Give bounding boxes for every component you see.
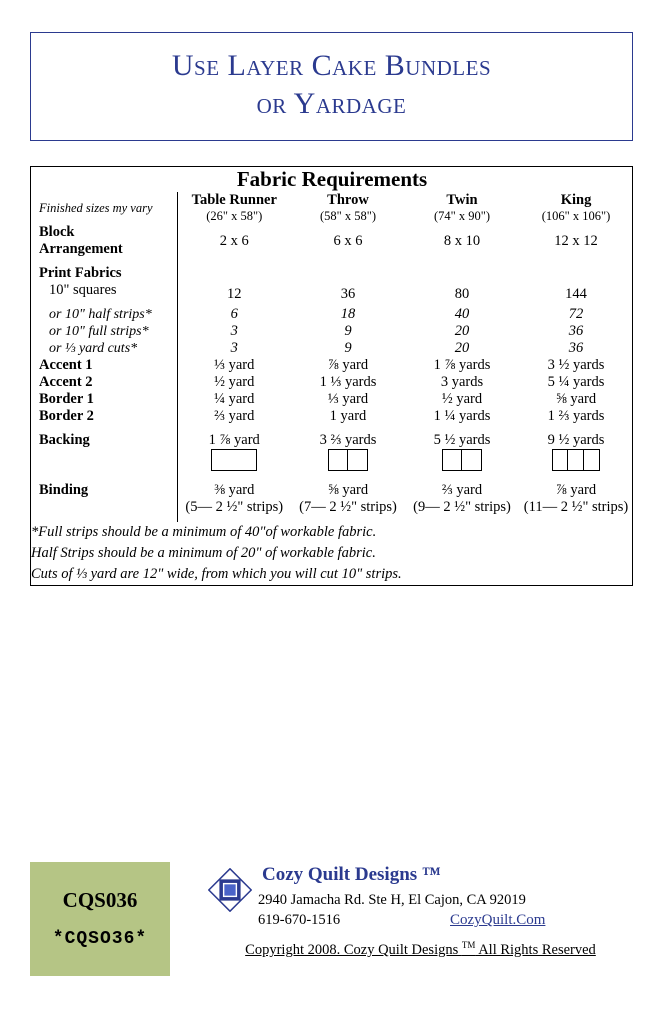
row-label: Backing (31, 425, 177, 449)
row-label: Print Fabrics (31, 258, 177, 282)
backing-diagram-twin (405, 449, 519, 475)
cell-value: ⅞ yard (555, 482, 597, 498)
cell-value: 20 (454, 340, 470, 356)
table-header-row (31, 192, 633, 224)
cell-value: ½ yard (214, 374, 255, 390)
row-label (31, 224, 177, 258)
table-row-accent-2 (31, 374, 633, 391)
footnotes-row (31, 522, 633, 585)
brand-name: Cozy Quilt Designs ™ (262, 864, 441, 885)
spacer-cell (405, 258, 519, 282)
cell-value: 3 ⅔ yards (319, 432, 377, 448)
spacer-cell (31, 499, 177, 522)
cell-value: 1 ⅓ yards (319, 374, 377, 390)
cell-value: 12 (227, 285, 242, 302)
backing-diagram-table-runner (177, 449, 291, 475)
spacer-cell (177, 258, 291, 282)
cell-value: 6 x 6 (333, 232, 363, 249)
company-address: 2940 Jamacha Rd. Ste H, El Cajon, CA 92019 (258, 892, 526, 908)
column-header-twin (405, 192, 519, 224)
row-label: Border 2 (31, 408, 177, 425)
backing-diagram-king (519, 449, 633, 475)
cell-value: ⅔ yard (214, 408, 255, 424)
cozy-quilt-logo-icon (208, 868, 252, 912)
cell-value: 9 (344, 340, 352, 356)
cell-value: 9 ½ yards (547, 432, 605, 448)
cell-value: ⅝ yard (555, 391, 597, 407)
cell-value: 1 ¼ yards (433, 408, 491, 424)
cell-value: 5 ½ yards (433, 432, 491, 448)
row-label: Accent 1 (31, 357, 177, 374)
cell-value: 80 (454, 285, 470, 302)
cell-value: 1 ⅞ yards (433, 357, 491, 373)
column-size: (74" x 90") (433, 209, 491, 223)
footnote-3: Cuts of ⅓ yard are 12" wide, from which you will cut 10" strips. (31, 566, 402, 583)
table-row-third-yard-cuts (31, 340, 633, 357)
table-row-binding-strips (31, 499, 633, 522)
fabric-requirements-table (30, 166, 633, 586)
table-row-block-arrangement (31, 224, 633, 258)
cell-value: ⅝ yard (327, 482, 369, 498)
banner-line-1: Use Layer Cake Bundles (171, 49, 492, 82)
cell-value: 20 (454, 323, 470, 339)
cell-value: ⅜ yard (214, 482, 255, 498)
backing-panel-icon (211, 449, 257, 471)
row-label: 10" squares (31, 282, 177, 306)
company-phone: 619-670-1516 (258, 912, 341, 928)
cell-subvalue: (11— 2 ½" strips) (523, 499, 629, 515)
footnote-2: Half Strips should be a minimum of 20" of workable fabric. (31, 545, 376, 562)
column-name: Table Runner (191, 192, 277, 208)
table-row-backing (31, 425, 633, 449)
table-title: Fabric Requirements (236, 167, 428, 191)
cell-value: 1 ⅔ yards (547, 408, 605, 424)
backing-panel-icon (442, 449, 482, 471)
cell-value: 2 x 6 (219, 232, 249, 249)
cell-value: ½ yard (441, 391, 483, 407)
backing-diagram-throw (291, 449, 405, 475)
table-row-binding (31, 475, 633, 499)
table-row-10-inch-squares (31, 282, 633, 306)
cell-value: 12 x 12 (554, 232, 598, 249)
row-label: Border 1 (31, 391, 177, 408)
cell-value: ⅓ yard (327, 391, 369, 407)
cell-value: 18 (340, 306, 356, 322)
cell-value: 72 (568, 306, 584, 322)
cell-value: ⅔ yard (441, 482, 483, 498)
footnotes (31, 522, 633, 585)
cell-value: ⅓ yard (214, 357, 255, 373)
column-size: (58" x 58") (319, 209, 377, 223)
copyright-suffix: All Rights Reserved (475, 941, 596, 958)
footnote-1: *Full strips should be a minimum of 40"of workable fabric. (31, 524, 377, 540)
cell-value: 3 (230, 340, 238, 356)
column-name: King (560, 192, 592, 208)
cell-value: ⅞ yard (327, 357, 369, 373)
cell-value: 6 (230, 306, 238, 322)
cell-value: 36 (568, 323, 584, 339)
cell-value: 1 yard (329, 408, 367, 424)
row-label: or 10" half strips* (31, 306, 177, 323)
column-header-king (519, 192, 633, 224)
table-title-row (31, 167, 633, 192)
sku-code: CQS036 (62, 888, 138, 912)
backing-panel-icon (328, 449, 368, 471)
column-name: Twin (446, 192, 478, 208)
cell-value: 1 ⅞ yard (208, 432, 260, 448)
finished-sizes-note: Finished sizes my vary (31, 192, 177, 224)
column-name: Throw (327, 192, 369, 208)
company-website-link[interactable]: CozyQuilt.Com (450, 912, 546, 928)
column-header-throw (291, 192, 405, 224)
spacer-cell (31, 449, 177, 475)
cell-subvalue: (5— 2 ½" strips) (185, 499, 284, 515)
backing-panel-icon (552, 449, 600, 471)
column-size: (106" x 106") (541, 209, 611, 223)
column-header-table-runner (177, 192, 291, 224)
copyright-tm: TM (461, 940, 476, 950)
table-row-accent-1 (31, 357, 633, 374)
banner-line-2: or Yardage (256, 87, 407, 121)
row-label: Binding (31, 475, 177, 499)
cell-value: 3 (230, 323, 238, 339)
cell-value: 36 (340, 285, 356, 302)
table-row-border-1 (31, 391, 633, 408)
row-label: or 10" full strips* (31, 323, 177, 340)
cell-value: 5 ¼ yards (547, 374, 605, 390)
row-label: Accent 2 (31, 374, 177, 391)
document-footer (30, 862, 633, 984)
copyright-notice (208, 940, 633, 959)
spacer-cell (519, 258, 633, 282)
cell-value: 3 yards (440, 374, 484, 390)
row-label-line2: Arrangement (39, 241, 123, 257)
table-row-backing-diagrams (31, 449, 633, 475)
table-row-border-2 (31, 408, 633, 425)
cell-subvalue: (9— 2 ½" strips) (413, 499, 511, 515)
table-row-print-fabrics-header (31, 258, 633, 282)
cell-value: 9 (344, 323, 352, 339)
table-row-full-strips (31, 323, 633, 340)
cell-value: 8 x 10 (443, 232, 481, 249)
spacer-cell (291, 258, 405, 282)
sku-box (30, 862, 170, 976)
cell-value: 144 (565, 285, 587, 302)
table-row-half-strips (31, 306, 633, 323)
cell-value: ¼ yard (214, 391, 255, 407)
cell-value: 40 (454, 306, 470, 322)
title-banner (30, 32, 633, 141)
cell-value: 3 ½ yards (547, 357, 605, 373)
copyright-prefix: Copyright 2008. Cozy Quilt Designs (245, 941, 462, 958)
row-label: or ⅓ yard cuts* (31, 340, 177, 357)
sku-barcode-text: *CQSO36* (52, 929, 148, 949)
cell-value: 36 (568, 340, 584, 356)
row-label-line1: Block (39, 224, 75, 240)
column-size: (26" x 58") (206, 209, 263, 223)
cell-subvalue: (7— 2 ½" strips) (299, 499, 397, 515)
